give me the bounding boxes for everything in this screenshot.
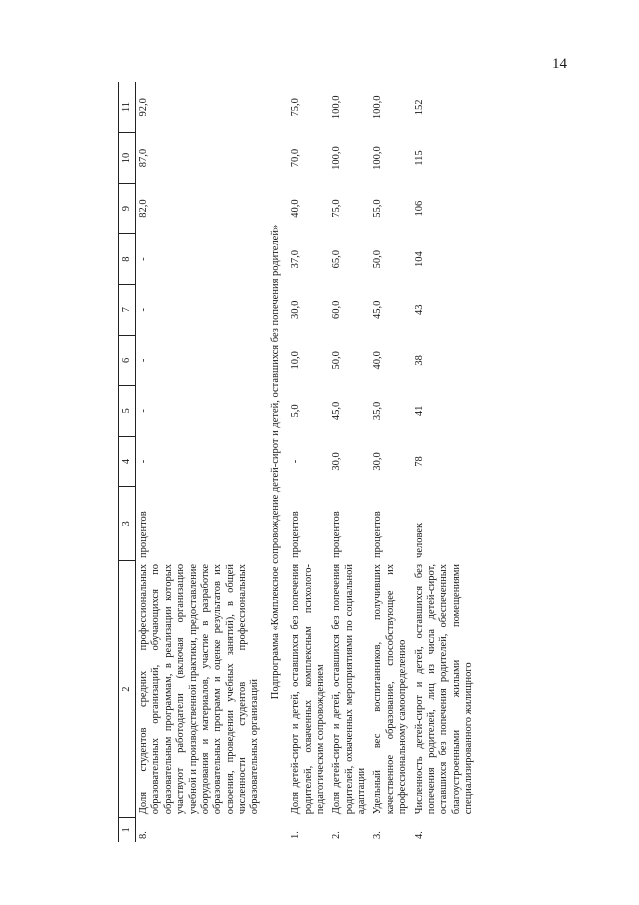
value-cell: 30,0	[331, 452, 343, 471]
column-header-9: 9	[119, 183, 136, 234]
page-number: 14	[552, 56, 567, 72]
value-cell: 37,0	[290, 249, 302, 269]
unit-cell: процентов	[372, 511, 384, 558]
column-header-3: 3	[119, 487, 136, 561]
value-cell: 75,0	[331, 199, 343, 218]
row-number: 1.	[290, 831, 302, 839]
value-cell: -	[138, 358, 149, 363]
value-cell: 35,0	[372, 401, 384, 421]
value-cell: -	[290, 459, 302, 464]
row-number: 3.	[372, 831, 384, 839]
column-header-1: 1	[119, 817, 136, 842]
indicator-name: Доля детей-сирот и детей, оставшихся без попечения родителей, охваченных комплексным психолого-педагогическим сопровождением	[290, 563, 326, 815]
value-cell: 5,0	[290, 404, 302, 418]
rotated-table-container	[118, 82, 603, 842]
value-cell: -	[138, 409, 149, 413]
row-number: 4.	[413, 831, 425, 839]
row-number: 2.	[331, 831, 343, 839]
column-number-header	[119, 82, 136, 842]
value-cell: 30,0	[372, 452, 384, 471]
value-cell: 43	[413, 304, 425, 315]
table-row	[370, 82, 411, 842]
value-cell: 50,0	[372, 249, 384, 269]
value-cell: 10,0	[290, 351, 302, 370]
value-cell: 100,0	[331, 95, 343, 120]
value-cell: 50,0	[331, 351, 343, 370]
value-cell: 40,0	[372, 351, 384, 370]
value-cell: -	[138, 459, 149, 464]
value-cell: 152	[413, 99, 425, 116]
value-cell: -	[138, 308, 149, 312]
row-number: 8.	[138, 831, 149, 839]
value-cell: 41	[413, 405, 425, 417]
value-cell: 60,0	[331, 300, 343, 319]
value-cell: 70,0	[290, 148, 302, 168]
value-cell: 115	[413, 150, 425, 166]
unit-cell: человек	[413, 522, 425, 558]
column-header-7: 7	[119, 284, 136, 335]
unit-cell: процентов	[331, 511, 343, 558]
column-header-6: 6	[119, 335, 136, 386]
unit-cell: процентов	[138, 511, 149, 558]
value-cell: 45,0	[372, 300, 384, 319]
value-cell: 78	[413, 456, 425, 467]
column-header-5: 5	[119, 386, 136, 437]
subprogram-row	[264, 82, 288, 842]
indicator-name: Доля студентов средних профессиональных образовательных организаций, обучающихся по образовательным программам, в реализации которых участвуют работодатели (включая организацию учебной и производственной практики, предоставление оборудования и материалов, участие в разработке образовательных программ и оценке результатов их освоения, проведении учебных занятий), в общей численности студентов профессиональных образовательных организаций	[138, 563, 261, 815]
value-cell: 38	[413, 355, 425, 366]
indicator-name: Доля детей-сирот и детей, оставшихся без попечения родителей, охваченных мероприятиями по социальной адаптации	[331, 563, 367, 815]
value-cell: 100,0	[331, 146, 343, 170]
value-cell: 82,0	[138, 199, 149, 218]
value-cell: 92,0	[138, 98, 149, 117]
value-cell: 87,0	[138, 148, 149, 168]
table-row	[288, 82, 329, 842]
value-cell: 100,0	[372, 146, 384, 170]
value-cell: 65,0	[331, 249, 343, 269]
indicator-name: Численность детей-сирот и детей, оставшихся без попечения родителей, лиц из числа детей-сирот, оставшихся без попечения родителей, обеспеченных благоустроенными жилыми помещениями специализированного жилищного	[413, 563, 474, 815]
value-cell: 104	[413, 251, 425, 268]
indicator-name: Удельный вес воспитанников, получивших качественное образование, способствующее их профессиональному самоопределению	[372, 563, 409, 815]
value-cell: 55,0	[372, 199, 384, 218]
column-header-11: 11	[119, 82, 136, 133]
value-cell: 45,0	[331, 401, 343, 421]
value-cell: 75,0	[290, 98, 302, 117]
unit-cell: процентов	[290, 511, 302, 558]
column-header-10: 10	[119, 133, 136, 184]
column-header-2: 2	[119, 561, 136, 817]
indicators-table	[118, 82, 477, 842]
value-cell: 100,0	[372, 95, 384, 120]
table-row	[329, 82, 370, 842]
column-header-4: 4	[119, 436, 136, 487]
table-row	[136, 82, 264, 842]
value-cell: 40,0	[290, 199, 302, 218]
value-cell: -	[138, 257, 149, 261]
subprogram-title: Подпрограмма «Комплексное сопровождение детей-сирот и детей, оставшихся без попечения родителей»	[269, 224, 281, 700]
table-row	[412, 82, 478, 842]
value-cell: 106	[413, 200, 425, 217]
value-cell: 30,0	[290, 300, 302, 319]
column-header-8: 8	[119, 234, 136, 285]
